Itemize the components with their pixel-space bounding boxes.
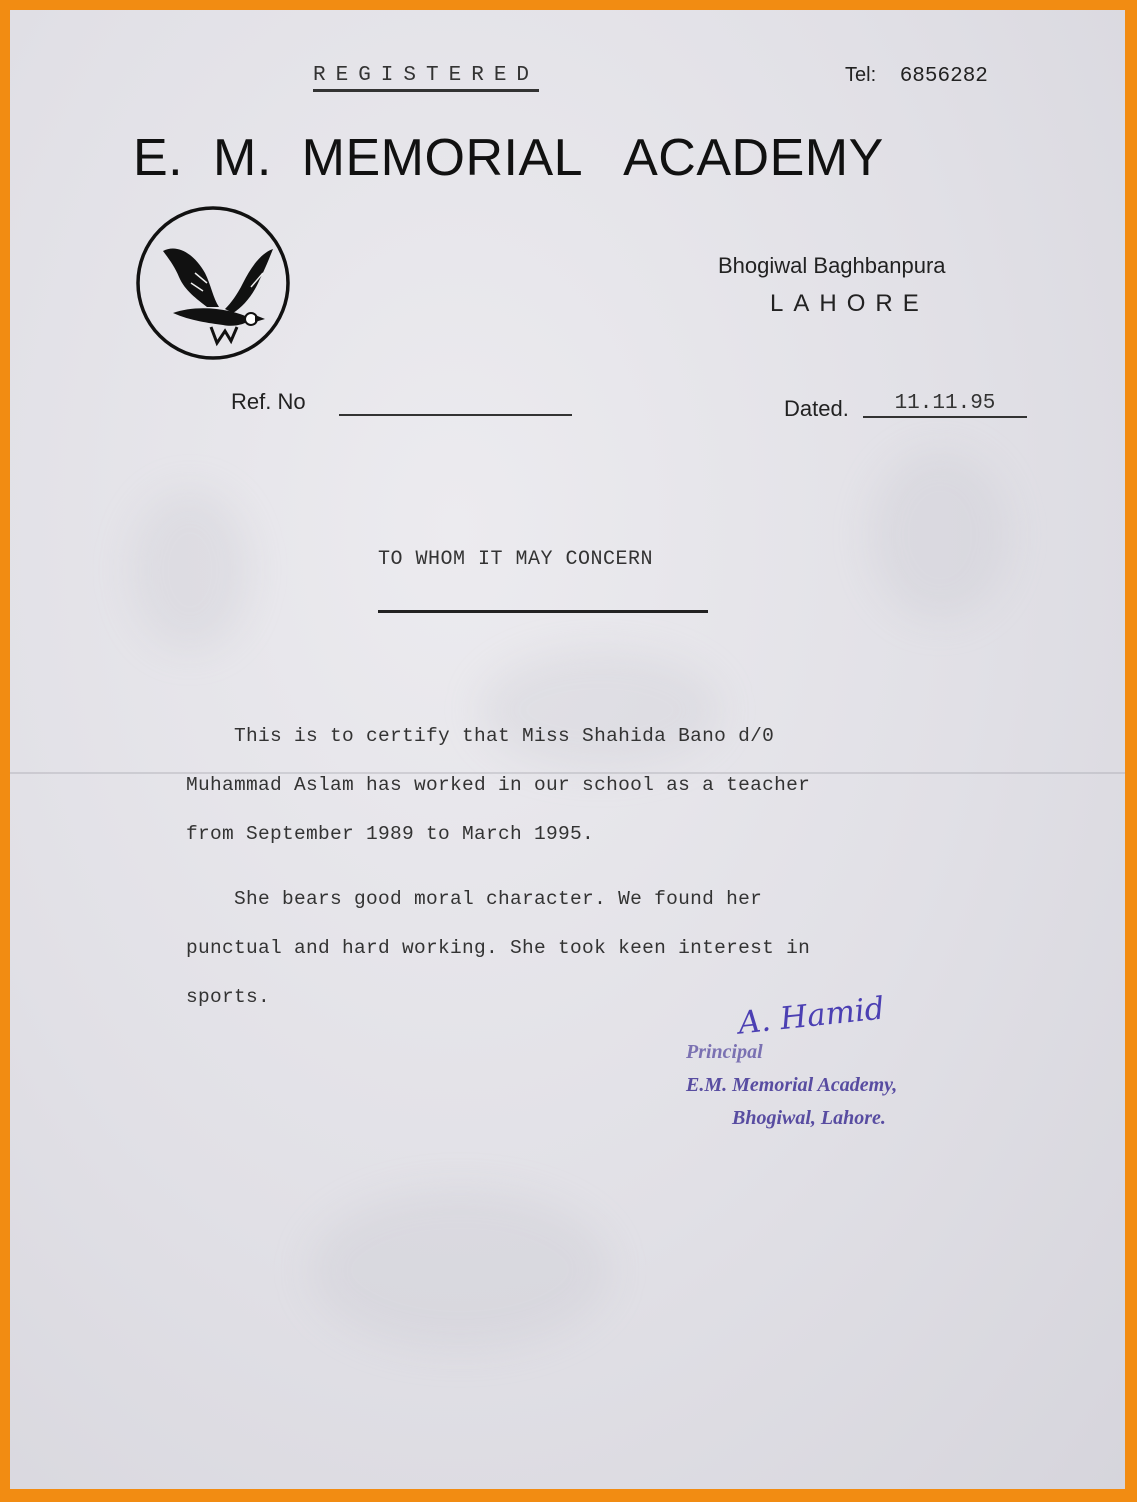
letter-body	[186, 712, 966, 1022]
address-line-1: Bhogiwal Baghbanpura	[718, 253, 946, 278]
body-line: This is to certify that Miss Shahida Bano d/0	[186, 725, 775, 747]
tel-number: 6856282	[899, 65, 988, 88]
body-line: punctual and hard working. She took keen interest in	[186, 937, 811, 959]
stamp-title: Principal	[686, 1041, 763, 1063]
school-name-title: E. M. MEMORIAL ACADEMY	[133, 129, 884, 187]
registered-label: REGISTERED	[313, 64, 539, 92]
body-line: from September 1989 to March 1995.	[186, 823, 595, 845]
date-value: 11.11.95	[863, 392, 1027, 418]
paper-smudge	[310, 1190, 610, 1350]
stamp-organization: E.M. Memorial Academy,	[686, 1074, 898, 1096]
principal-stamp	[686, 1036, 897, 1135]
stamp-place: Bhogiwal, Lahore.	[732, 1107, 886, 1129]
body-line: Muhammad Aslam has worked in our school as a teacher	[186, 774, 811, 796]
paper-smudge	[130, 490, 250, 650]
body-line: sports.	[186, 986, 271, 1008]
handwritten-signature: A. Hamid	[736, 990, 887, 1042]
ref-no-blank-line	[339, 414, 572, 416]
body-line: She bears good moral character. We found her	[186, 888, 763, 910]
tel-label: Tel:	[845, 64, 877, 86]
dated-label: Dated.	[784, 396, 849, 421]
ref-no-label: Ref. No	[231, 389, 306, 414]
letter-heading: TO WHOM IT MAY CONCERN	[378, 548, 654, 571]
heading-underline	[378, 610, 708, 613]
paragraph-gap	[186, 859, 966, 875]
address-line-2: LAHORE	[770, 290, 929, 317]
paper-smudge	[870, 450, 1010, 620]
telephone	[845, 64, 988, 88]
eagle-logo-icon	[133, 203, 293, 363]
